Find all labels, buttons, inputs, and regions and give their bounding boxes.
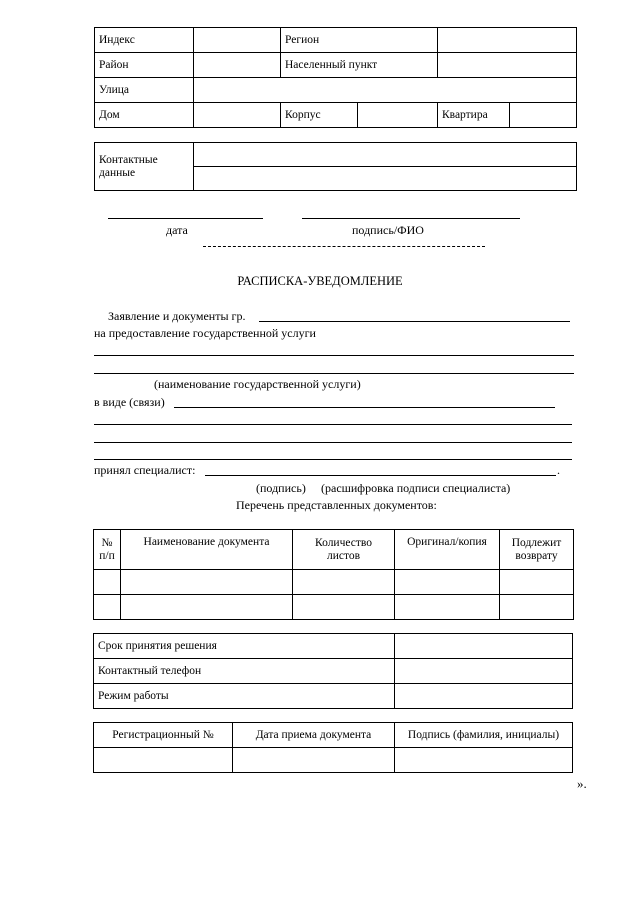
table-cell[interactable] [395,595,500,620]
date-caption: дата [166,223,188,237]
signature-caption-2: (подпись) [256,481,306,495]
statement-label: Заявление и документы гр. [108,309,246,323]
col-return-header [500,530,574,570]
table-row [94,595,574,620]
col-sheets-header [293,530,395,570]
documents-table [93,529,574,620]
building-cell [281,103,438,128]
contacts-label [95,143,194,191]
signature-value[interactable] [395,748,573,773]
building-value[interactable] [358,103,437,127]
work-mode-label: Режим работы [94,684,395,709]
contacts-label-line2: данные [99,166,136,179]
col-number-header [94,530,121,570]
accepted-end: . [557,463,560,477]
service-caption: (наименование государственной услуги) [154,377,361,391]
settlement-value[interactable] [438,53,577,78]
decision-term-label: Срок принятия решения [94,634,395,659]
region-value[interactable] [438,28,577,53]
apartment-value[interactable] [510,103,576,127]
contact-phone-label: Контактный телефон [94,659,395,684]
house-value[interactable] [194,103,281,128]
receipt-title: РАСПИСКА-УВЕДОМЛЕНИЕ [237,274,403,288]
form-line-4[interactable] [94,459,572,460]
col-return-line1: Подлежит [511,536,562,549]
closing-mark: ». [577,776,587,791]
index-label: Индекс [95,28,194,53]
settlement-label: Населенный пункт [281,53,438,78]
decoding-caption: (расшифровка подписи специалиста) [321,481,511,495]
info-table [93,633,573,709]
col-original-header [395,530,500,570]
table-cell[interactable] [121,570,293,595]
service-label: на предоставление государственной услуги [94,326,316,340]
building-label: Корпус [281,103,358,127]
col-return-line2: возврату [515,549,558,562]
table-cell[interactable] [293,570,395,595]
receive-date-header: Дата приема документа [233,723,395,748]
address-table [94,27,577,128]
form-line-3[interactable] [94,442,572,443]
table-cell[interactable] [121,595,293,620]
cut-line [203,246,485,247]
table-row [94,570,574,595]
decision-term-value[interactable] [395,634,573,659]
street-label: Улица [95,78,194,103]
contacts-value-2[interactable] [194,167,577,191]
table-cell[interactable] [293,595,395,620]
date-line[interactable] [108,218,263,219]
contact-phone-value[interactable] [395,659,573,684]
region-label: Регион [281,28,438,53]
apartment-cell [438,103,577,128]
table-cell[interactable] [395,570,500,595]
street-value[interactable] [194,78,577,103]
list-title: Перечень представленных документов: [236,498,437,512]
col-sheets-line2: листов [326,549,361,562]
district-value[interactable] [194,53,281,78]
receive-date-value[interactable] [233,748,395,773]
col-sheets-line1: Количество [315,536,372,549]
reg-number-header: Регистрационный № [94,723,233,748]
apartment-label: Квартира [438,103,510,127]
table-cell[interactable] [94,595,121,620]
service-line-2[interactable] [94,373,574,374]
col-name-header [121,530,293,570]
accepted-line[interactable] [205,475,556,476]
service-line-1[interactable] [94,355,574,356]
signature-caption: подпись/ФИО [352,223,424,237]
reg-number-value[interactable] [94,748,233,773]
house-label: Дом [95,103,194,128]
district-label: Район [95,53,194,78]
table-cell[interactable] [94,570,121,595]
accepted-label: принял специалист: [94,463,196,477]
form-line-1[interactable] [174,407,555,408]
contacts-table [94,142,577,191]
col-name-text: Наименование документа [143,536,270,548]
signature-line[interactable] [302,218,520,219]
index-value[interactable] [194,28,281,53]
work-mode-value[interactable] [395,684,573,709]
col-number-line2: п/п [99,549,115,562]
applicant-line[interactable] [259,321,570,322]
table-cell[interactable] [500,570,574,595]
col-original-text: Оригинал/копия [407,536,487,548]
signature-header: Подпись (фамилия, инициалы) [395,723,573,748]
col-number-line1: № [101,536,113,549]
form-label: в виде (связи) [94,395,165,409]
registration-table [93,722,573,773]
contacts-value-1[interactable] [194,143,577,167]
form-line-2[interactable] [94,424,572,425]
table-row [94,748,573,773]
contacts-label-line1: Контактные [99,153,158,166]
table-cell[interactable] [500,595,574,620]
